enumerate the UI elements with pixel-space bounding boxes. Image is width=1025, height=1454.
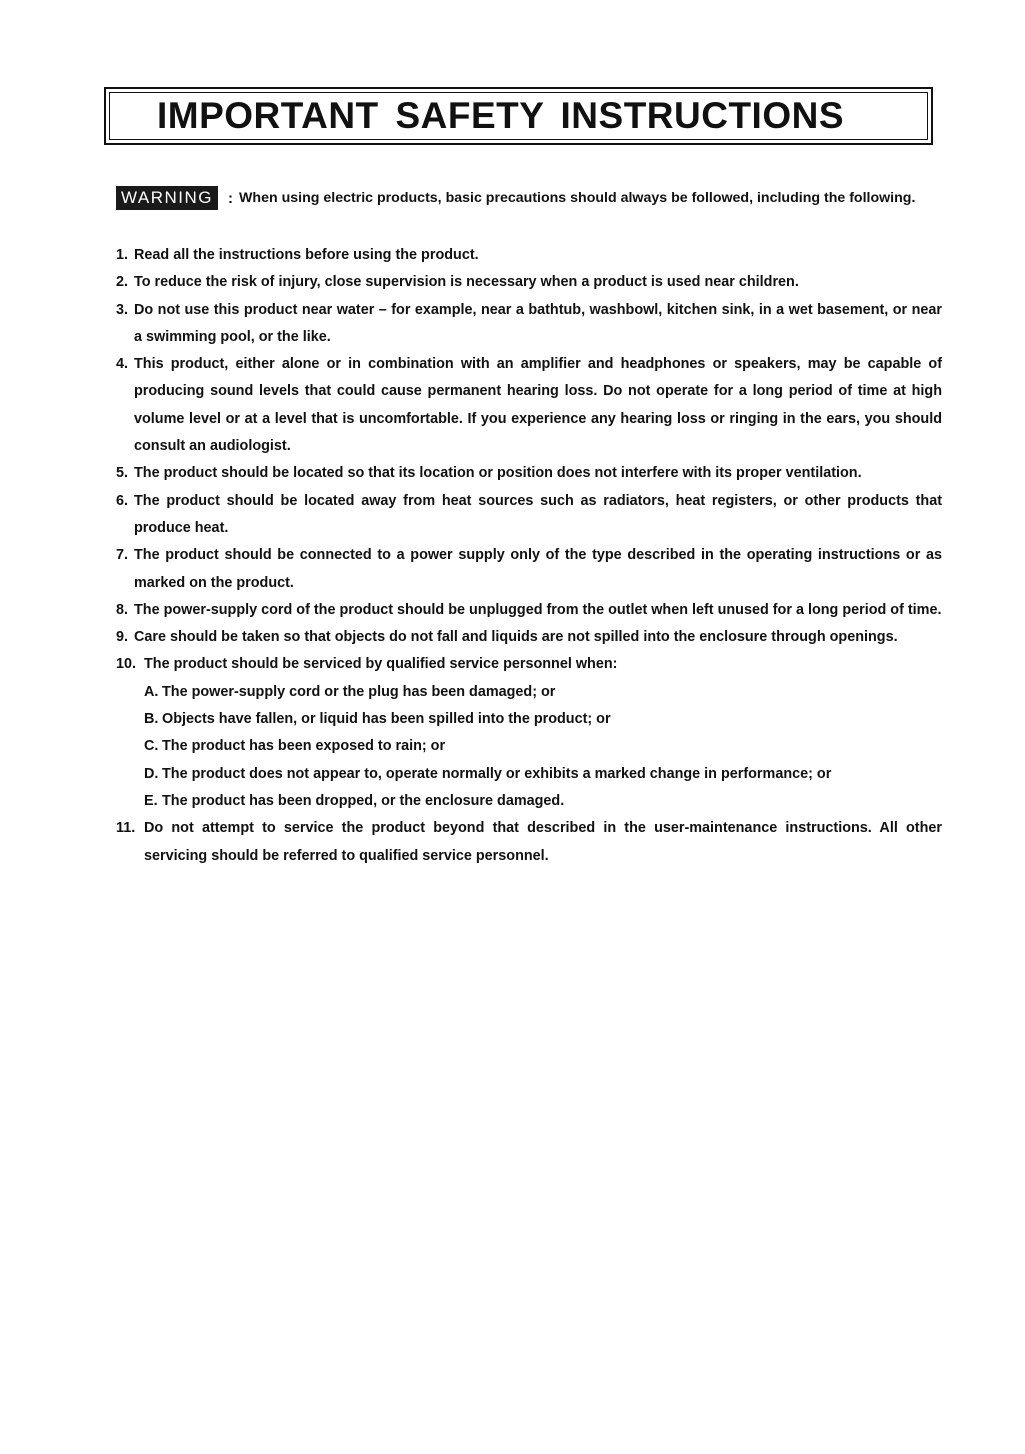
sub-item-text: Objects have fallen, or liquid has been spilled into the product; or	[162, 711, 611, 728]
sub-item-letter: C.	[144, 738, 159, 755]
list-item-2	[116, 269, 942, 296]
sub-item-a	[116, 679, 942, 706]
list-item-5	[116, 460, 942, 487]
warning-row	[116, 186, 956, 210]
list-item-7	[116, 542, 942, 597]
item-text: To reduce the risk of injury, close supervision is necessary when a product is used near children.	[134, 274, 799, 291]
list-item-6	[116, 488, 942, 543]
item-text: The product should be serviced by qualified service personnel when:	[144, 656, 618, 673]
instruction-list	[116, 242, 942, 870]
item-number: 4.	[116, 356, 129, 373]
item-number: 2.	[116, 274, 129, 291]
sub-item-e	[116, 788, 942, 815]
list-item-4	[116, 351, 942, 460]
title-inner-frame	[109, 92, 928, 140]
sub-item-b	[116, 706, 942, 733]
item-number: 5.	[116, 465, 129, 482]
item-text: Read all the instructions before using the product.	[134, 247, 479, 263]
sub-item-text: The product has been exposed to rain; or	[162, 738, 446, 755]
page-title: IMPORTANT SAFETY INSTRUCTIONS	[156, 95, 845, 136]
sub-item-text: The power-supply cord or the plug has been damaged; or	[162, 683, 556, 700]
item-text: The product should be located so that its location or position does not interfere with its proper ventilation.	[134, 465, 862, 482]
sub-item-text: The product has been dropped, or the enclosure damaged.	[162, 792, 565, 809]
item-text: Do not use this product near water – for example, near a bathtub, washbowl, kitchen sink, in a wet basement, or near a swimming pool, or the like.	[134, 301, 942, 345]
item-text: The product should be connected to a power supply only of the type described in the operating instructions or as marked on the product.	[134, 547, 942, 591]
warning-badge: WARNING	[116, 186, 218, 210]
sub-item-letter: E.	[144, 792, 158, 809]
item-number: 8.	[116, 601, 129, 618]
sub-item-d	[116, 761, 942, 788]
sub-item-text: The product does not appear to, operate normally or exhibits a marked change in performance; or	[162, 765, 832, 782]
list-item-3	[116, 297, 942, 352]
sub-item-letter: A.	[144, 683, 159, 700]
item-number: 9.	[116, 629, 129, 646]
item-number: 11.	[116, 820, 136, 837]
item-number: 6.	[116, 492, 129, 509]
item-text: The power-supply cord of the product should be unplugged from the outlet when left unused for a long period of time.	[134, 601, 942, 618]
item-number: 7.	[116, 547, 129, 564]
warning-text: When using electric products, basic precautions should always be followed, including the following.	[239, 190, 916, 206]
item-number: 10.	[116, 656, 137, 673]
item-number: 1.	[116, 247, 129, 263]
warning-colon: :	[228, 189, 234, 207]
item-text: The product should be located away from heat sources such as radiators, heat registers, or other products that produce heat.	[134, 492, 942, 536]
list-item-9	[116, 624, 942, 651]
item-text: Care should be taken so that objects do not fall and liquids are not spilled into the enclosure through openings.	[134, 629, 898, 646]
list-item-11	[116, 815, 942, 870]
sub-item-letter: D.	[144, 765, 159, 782]
title-frame	[104, 87, 933, 145]
item-text: Do not attempt to service the product beyond that described in the user-maintenance instructions. All other servicing should be referred to qualified service personnel.	[144, 820, 942, 864]
sub-item-letter: B.	[144, 711, 159, 728]
list-item-8	[116, 597, 942, 624]
item-number: 3.	[116, 301, 129, 318]
item-text: This product, either alone or in combination with an amplifier and headphones or speakers, may be capable of producing sound levels that could cause permanent hearing loss. Do not operate for a long period of time at high volume level or at a level that is uncomfortable. If you experience any hearing loss or ringing in the ears, you should consult an audiologist.	[134, 356, 942, 455]
sub-item-c	[116, 733, 942, 760]
list-item-10	[116, 651, 942, 678]
list-item-1	[116, 242, 942, 269]
